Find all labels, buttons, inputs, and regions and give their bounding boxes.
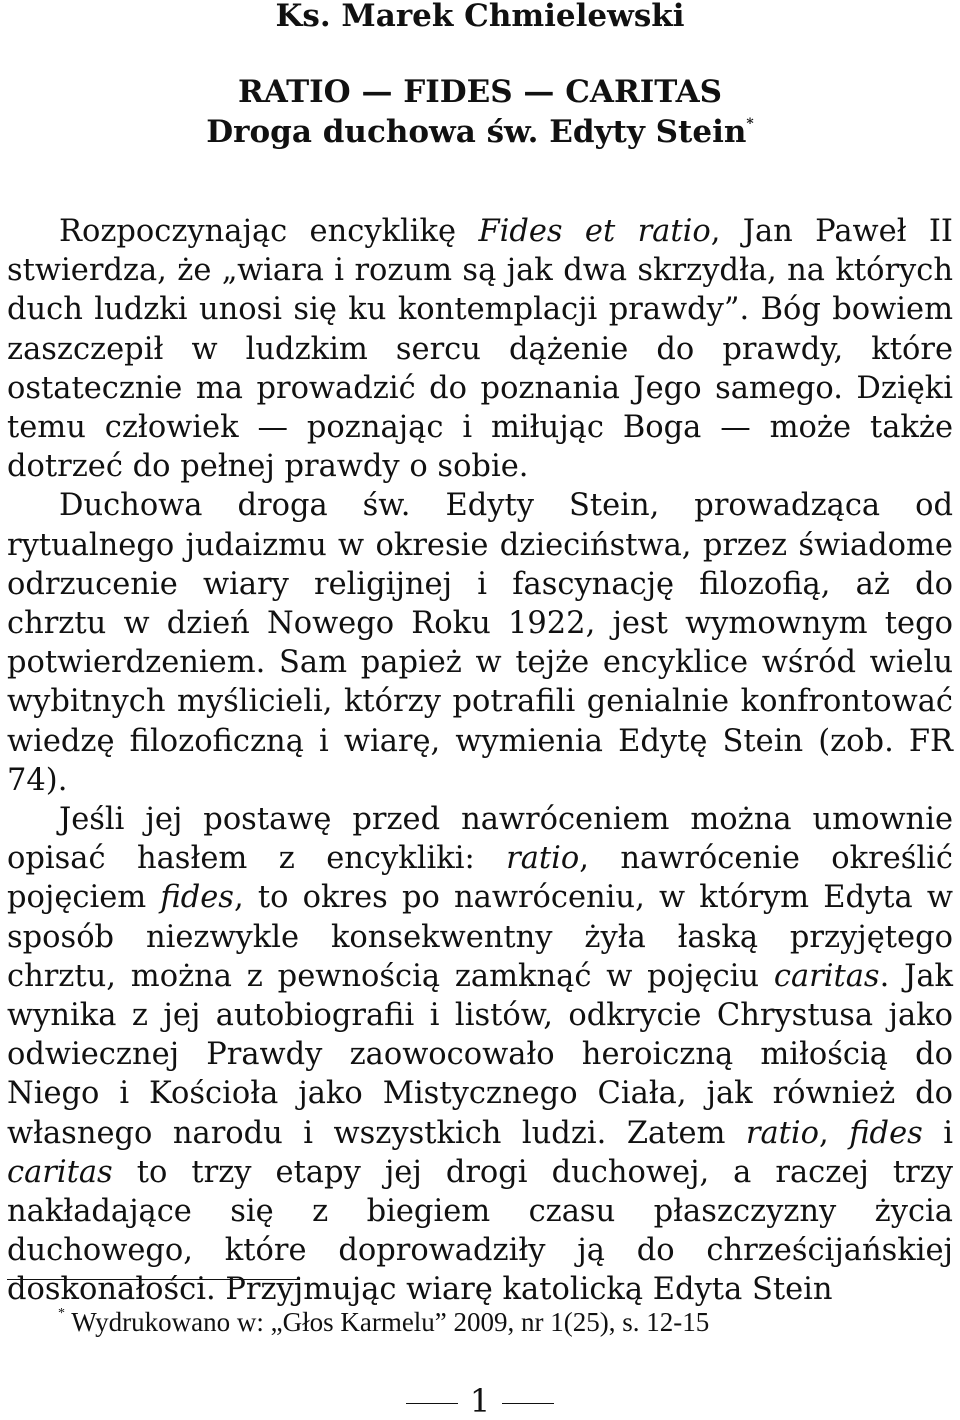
italic-term: fides: [849, 1115, 923, 1151]
italic-term: Fides et ratio: [478, 214, 711, 249]
italic-term: ratio: [745, 1115, 820, 1151]
document-subtitle: [0, 112, 960, 152]
text-run: , to okres po nawróceniu, w którym Edyta w sposób niezwykle konsekwentny żyła łaską przyjętego chrztu, można z pewnością zamknąć w pojęciu: [7, 880, 953, 994]
italic-term: caritas: [7, 1154, 113, 1190]
document-title: RATIO — FIDES — CARITAS: [237, 74, 723, 110]
footnote-mark: *: [58, 1306, 65, 1321]
text-run: , Jan Paweł II stwierdza, że „wiara i rozum są jak dwa skrzydła, na których duch ludzki unosi się ku kontemplacji prawdy”. Bóg bowiem zaszczepił w ludzkim sercu dążenie do prawdy, które ostatecznie ma prowadzić do poznania Jego samego. Dzięki temu człowiek — poznając i miłując Boga — może także dotrzeć do pełnej prawdy o sobie.: [7, 214, 953, 485]
author-name: Ks. Marek Chmielewski: [275, 0, 685, 34]
paragraph-1: [7, 212, 953, 486]
footnote-divider: [7, 1279, 300, 1280]
footnote-text: Wydrukowano w: „Głos Karmelu” 2009, nr 1(25), s. 12-15: [65, 1307, 710, 1337]
italic-term: caritas: [773, 958, 880, 994]
paragraph-2: [7, 486, 953, 800]
paragraph-3: [7, 800, 953, 1310]
text-run: Jeśli jej postawę przed nawróceniem można umownie opisać hasłem z encykliki:: [7, 802, 953, 877]
text-run: Duchowa droga św. Edyty Stein, prowadząca od rytualnego judaizmu w okresie dzieciństwa, przez świadome odrzucenie wiary religijnej i fascynację filozofią, aż do chrztu w dzień Nowego Roku 1922, jest wymownym tego potwierdzeniem. Sam papież w tejże encyklice wśród wielu wybitnych myślicieli, którzy potrafili genialnie konfrontować wiedzę filozoficzną i wiarę, wymienia Edytę Stein (zob. FR 74).: [7, 488, 953, 798]
italic-term: fides: [160, 880, 234, 916]
text-run: i: [922, 1115, 954, 1151]
page-number-dash-right: [502, 1403, 554, 1404]
text-run: to trzy etapy jej drogi duchowej, a raczej trzy nakładające się z biegiem czasu płaszczyzny życia duchowego, które doprowadziły ją do chrześcijańskiej doskonałości. Przyjmując wiarę katolicką Edyta Stein: [7, 1154, 953, 1308]
text-run: Rozpoczynając encyklikę: [59, 214, 479, 249]
page-number: [0, 1383, 960, 1419]
footnote-marker: *: [746, 116, 754, 132]
italic-term: ratio: [506, 841, 580, 877]
subtitle-text: Droga duchowa św. Edyty Stein: [206, 114, 747, 150]
text-run: ,: [819, 1115, 850, 1151]
page-number-value: 1: [469, 1382, 491, 1420]
text-run: . Jak wynika z jej autobiografii i listów, odkrycie Chrystusa jako odwiecznej Prawdy zaowocowało heroiczną miłością do Niego i Kościoła jako Mistycznego Ciała, jak również do własnego narodu i wszystkich ludzi. Zatem: [7, 958, 953, 1151]
footnote: [58, 1305, 709, 1339]
body-text: [7, 212, 953, 1310]
page-number-dash-left: [406, 1403, 458, 1404]
text-run: , nawrócenie określić pojęciem: [7, 841, 953, 916]
